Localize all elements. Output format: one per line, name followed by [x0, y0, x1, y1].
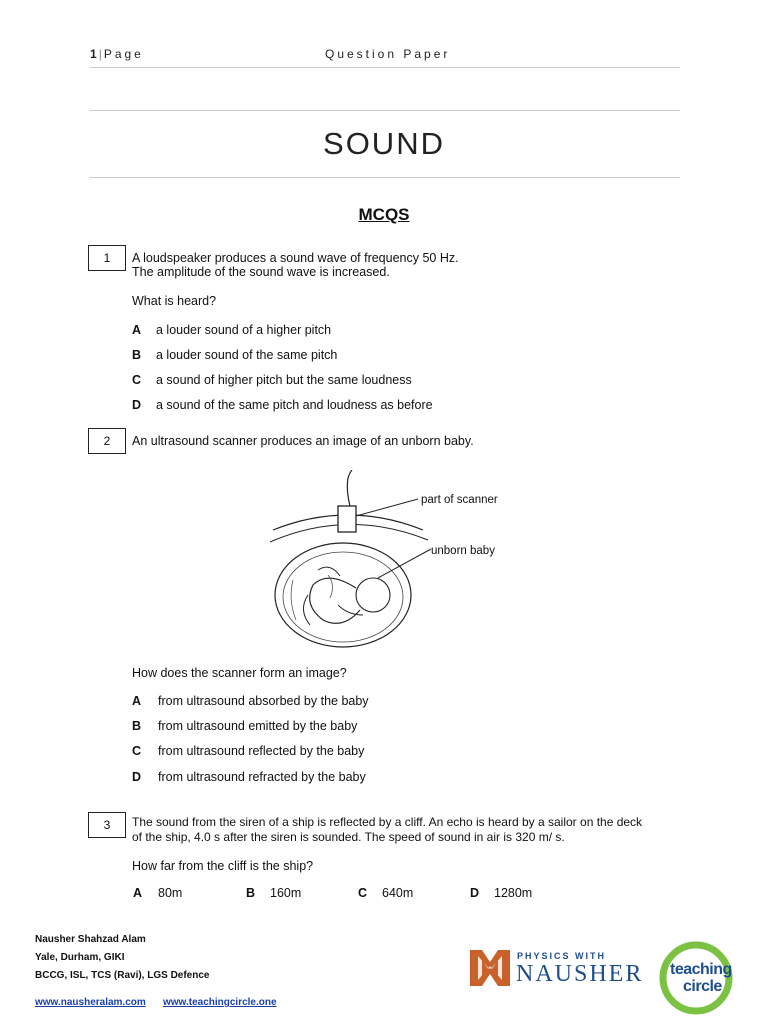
option-letter: A: [132, 694, 142, 708]
logo-physics-with: PHYSICS WITH: [517, 951, 607, 961]
question-stem-line: A loudspeaker produces a sound wave of frequency 50 Hz.: [132, 251, 459, 265]
author-name: Nausher Shahzad Alam: [35, 934, 146, 945]
ultrasound-diagram: [268, 470, 498, 660]
scanner-probe: [338, 506, 356, 532]
option-letter: B: [246, 886, 256, 900]
question-prompt: How does the scanner form an image?: [132, 666, 347, 680]
option-text: 160m: [270, 886, 302, 900]
website-link-nausheralam[interactable]: www.nausheralam.com: [35, 997, 146, 1008]
option-letter: C: [358, 886, 368, 900]
option-letter: D: [132, 770, 142, 784]
option-text: from ultrasound reflected by the baby: [158, 744, 365, 758]
option-letter: B: [132, 719, 142, 733]
question-number-box: 1: [88, 245, 126, 271]
header-divider: [90, 67, 680, 68]
question-number-box: 3: [88, 812, 126, 838]
option-text: a sound of higher pitch but the same loudness: [156, 373, 412, 387]
logo-teaching: teaching: [670, 961, 732, 978]
option-letter: B: [132, 348, 142, 362]
question-stem-line: The sound from the siren of a ship is reflected by a cliff. An echo is heard by a sailor on the deck: [132, 815, 643, 829]
logo-nausher: NAUSHER: [516, 961, 644, 987]
option-text: from ultrasound absorbed by the baby: [158, 694, 369, 708]
author-schools: BCCG, ISL, TCS (Ravi), LGS Defence: [35, 970, 210, 981]
logo-circle: circle: [683, 978, 722, 995]
title-top-rule: [90, 110, 680, 111]
question-stem-line: An ultrasound scanner produces an image of an unborn baby.: [132, 434, 474, 448]
option-letter: A: [133, 886, 143, 900]
paper-title: Question Paper: [325, 47, 451, 61]
question-number-box: 2: [88, 428, 126, 454]
option-letter: C: [132, 373, 142, 387]
page-label: Page: [103, 47, 144, 61]
option-text: 640m: [382, 886, 414, 900]
label-part-of-scanner: part of scanner: [421, 494, 498, 506]
page-number-header: 1 | Page: [90, 47, 144, 61]
option-text: 80m: [158, 886, 183, 900]
option-letter: D: [470, 886, 480, 900]
option-text: a louder sound of a higher pitch: [156, 323, 332, 337]
option-text: from ultrasound emitted by the baby: [158, 719, 358, 733]
nausher-logo-icon: [468, 948, 512, 988]
page-number: 1: [90, 47, 97, 61]
option-letter: A: [132, 323, 142, 337]
question-stem-line: of the ship, 4.0 s after the siren is sounded. The speed of sound in air is 320 m/ s.: [132, 830, 565, 844]
question-prompt: How far from the cliff is the ship?: [132, 859, 314, 873]
option-text: 1280m: [494, 886, 533, 900]
website-link-teachingcircle[interactable]: www.teachingcircle.one: [163, 997, 277, 1008]
option-text: a sound of the same pitch and loudness as before: [156, 398, 433, 412]
author-education: Yale, Durham, GIKI: [35, 952, 125, 963]
label-unborn-baby: unborn baby: [431, 545, 495, 557]
option-letter: D: [132, 398, 142, 412]
page-title: SOUND: [323, 126, 445, 161]
option-letter: C: [132, 744, 142, 758]
option-text: a louder sound of the same pitch: [156, 348, 338, 362]
title-bottom-rule: [90, 177, 680, 178]
option-text: from ultrasound refracted by the baby: [158, 770, 366, 784]
question-prompt: What is heard?: [132, 294, 217, 308]
question-stem-line: The amplitude of the sound wave is increased.: [132, 265, 390, 279]
section-heading: MCQS: [358, 205, 410, 224]
